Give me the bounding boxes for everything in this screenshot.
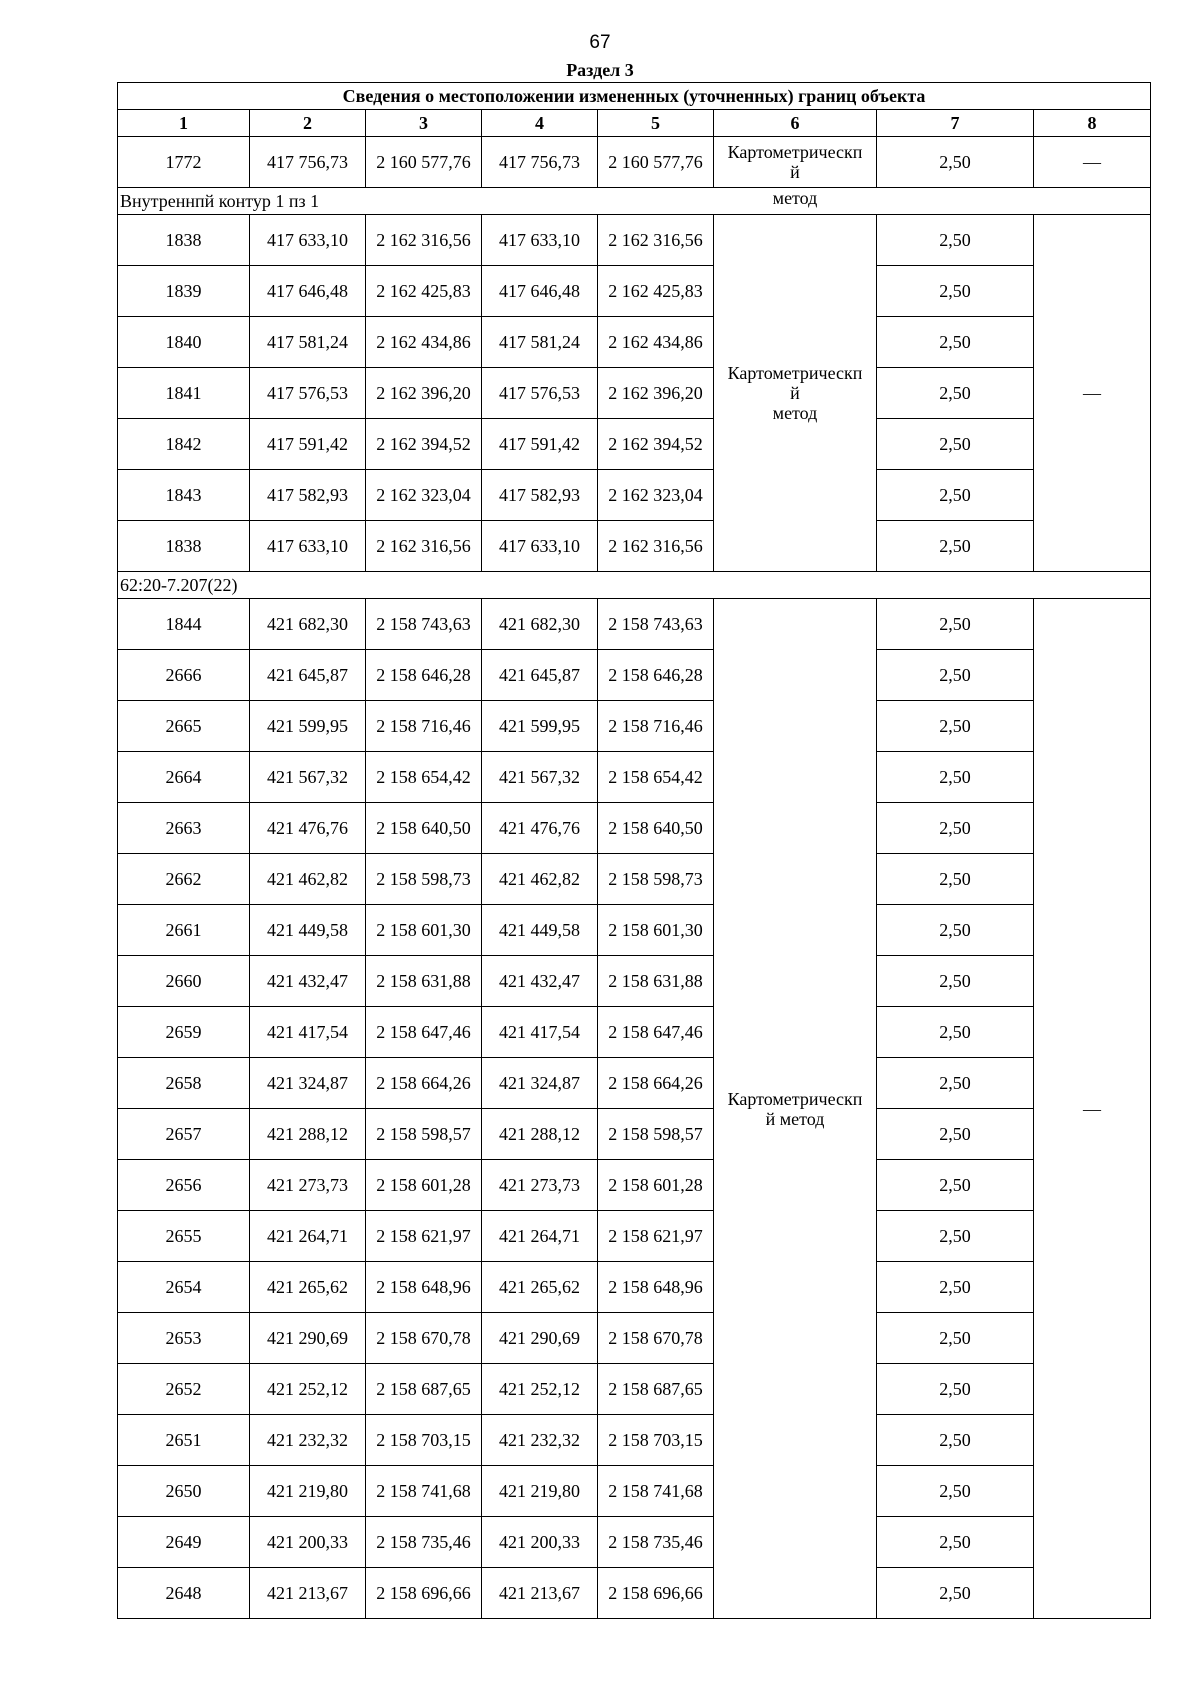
coordinate-x: 421 645,87 bbox=[482, 650, 598, 701]
coordinate-x: 421 462,82 bbox=[482, 854, 598, 905]
point-number: 1842 bbox=[118, 419, 250, 470]
coordinate-x: 421 682,30 bbox=[482, 599, 598, 650]
coordinate-y: 2 158 703,15 bbox=[366, 1415, 482, 1466]
coordinate-x: 421 265,62 bbox=[482, 1262, 598, 1313]
coordinate-x: 421 290,69 bbox=[250, 1313, 366, 1364]
coordinate-y: 2 162 425,83 bbox=[598, 266, 714, 317]
coordinate-x: 421 265,62 bbox=[250, 1262, 366, 1313]
coordinate-x: 421 264,71 bbox=[250, 1211, 366, 1262]
coordinate-x: 417 633,10 bbox=[250, 215, 366, 266]
coordinate-x: 421 324,87 bbox=[482, 1058, 598, 1109]
accuracy-value: 2,50 bbox=[877, 599, 1034, 650]
accuracy-value: 2,50 bbox=[877, 1568, 1034, 1619]
coordinate-y: 2 158 647,46 bbox=[598, 1007, 714, 1058]
method-text: Картометрическп bbox=[727, 363, 863, 383]
group-label: 62:20-7.207(22) bbox=[118, 572, 714, 599]
method-text: й метод bbox=[765, 1108, 825, 1129]
coordinate-x: 421 288,12 bbox=[250, 1109, 366, 1160]
accuracy-value: 2,50 bbox=[877, 1007, 1034, 1058]
method-text bbox=[714, 572, 877, 599]
table-row bbox=[118, 215, 1151, 266]
method-text: Картометрическп bbox=[727, 142, 863, 162]
coordinate-x: 417 633,10 bbox=[482, 521, 598, 572]
coordinate-x: 421 682,30 bbox=[250, 599, 366, 650]
coordinate-y: 2 158 670,78 bbox=[598, 1313, 714, 1364]
accuracy-value: 2,50 bbox=[877, 521, 1034, 572]
group-header-row bbox=[118, 572, 1151, 599]
coordinate-x: 421 290,69 bbox=[482, 1313, 598, 1364]
accuracy-value: 2,50 bbox=[877, 1364, 1034, 1415]
coordinate-y: 2 158 716,46 bbox=[366, 701, 482, 752]
group-label-filler bbox=[877, 188, 1151, 215]
coordinate-y: 2 162 323,04 bbox=[598, 470, 714, 521]
table-row bbox=[118, 854, 1151, 905]
coordinate-x: 421 476,76 bbox=[482, 803, 598, 854]
coordinate-x: 417 591,42 bbox=[250, 419, 366, 470]
coordinate-y: 2 162 316,56 bbox=[598, 215, 714, 266]
coordinate-x: 421 232,32 bbox=[482, 1415, 598, 1466]
table-row bbox=[118, 1262, 1151, 1313]
table-row bbox=[118, 1517, 1151, 1568]
table-row bbox=[118, 419, 1151, 470]
table-row bbox=[118, 803, 1151, 854]
column-header-row bbox=[118, 110, 1151, 137]
coordinate-x: 417 591,42 bbox=[482, 419, 598, 470]
table-row bbox=[118, 266, 1151, 317]
table-row bbox=[118, 1568, 1151, 1619]
accuracy-value: 2,50 bbox=[877, 317, 1034, 368]
point-number: 2654 bbox=[118, 1262, 250, 1313]
dash-cell: — bbox=[1034, 599, 1151, 1619]
accuracy-value: 2,50 bbox=[877, 419, 1034, 470]
coordinate-y: 2 158 598,73 bbox=[598, 854, 714, 905]
point-number: 2659 bbox=[118, 1007, 250, 1058]
coordinate-y: 2 158 654,42 bbox=[366, 752, 482, 803]
accuracy-value: 2,50 bbox=[877, 137, 1034, 188]
coordinate-y: 2 158 648,96 bbox=[366, 1262, 482, 1313]
coordinate-x: 421 599,95 bbox=[250, 701, 366, 752]
method-text: й bbox=[790, 383, 800, 403]
table-row bbox=[118, 521, 1151, 572]
coordinate-x: 421 417,54 bbox=[250, 1007, 366, 1058]
point-number: 2663 bbox=[118, 803, 250, 854]
accuracy-value: 2,50 bbox=[877, 1109, 1034, 1160]
coordinate-y: 2 158 716,46 bbox=[598, 701, 714, 752]
method-cell bbox=[714, 137, 877, 188]
coordinate-x: 421 273,73 bbox=[482, 1160, 598, 1211]
coordinate-x: 417 646,48 bbox=[250, 266, 366, 317]
coordinate-y: 2 158 670,78 bbox=[366, 1313, 482, 1364]
point-number: 2662 bbox=[118, 854, 250, 905]
coordinate-y: 2 162 316,56 bbox=[366, 215, 482, 266]
accuracy-value: 2,50 bbox=[877, 650, 1034, 701]
point-number: 2652 bbox=[118, 1364, 250, 1415]
coordinate-y: 2 162 316,56 bbox=[366, 521, 482, 572]
accuracy-value: 2,50 bbox=[877, 1415, 1034, 1466]
column-header: 8 bbox=[1034, 110, 1151, 137]
table-row bbox=[118, 317, 1151, 368]
coordinate-y: 2 158 687,65 bbox=[366, 1364, 482, 1415]
accuracy-value: 2,50 bbox=[877, 701, 1034, 752]
point-number: 2657 bbox=[118, 1109, 250, 1160]
accuracy-value: 2,50 bbox=[877, 215, 1034, 266]
coordinate-x: 417 633,10 bbox=[482, 215, 598, 266]
coordinate-y: 2 158 654,42 bbox=[598, 752, 714, 803]
accuracy-value: 2,50 bbox=[877, 956, 1034, 1007]
accuracy-value: 2,50 bbox=[877, 905, 1034, 956]
dash-cell: — bbox=[1034, 137, 1151, 188]
coordinate-x: 421 567,32 bbox=[482, 752, 598, 803]
coordinate-y: 2 158 703,15 bbox=[598, 1415, 714, 1466]
table-row bbox=[118, 1109, 1151, 1160]
coordinate-y: 2 158 631,88 bbox=[598, 956, 714, 1007]
coordinate-x: 417 756,73 bbox=[482, 137, 598, 188]
table-row bbox=[118, 905, 1151, 956]
method-text: Картометрическп bbox=[727, 1088, 863, 1109]
coordinate-x: 417 581,24 bbox=[482, 317, 598, 368]
table-row bbox=[118, 1211, 1151, 1262]
coordinate-x: 417 756,73 bbox=[250, 137, 366, 188]
point-number: 1772 bbox=[118, 137, 250, 188]
accuracy-value: 2,50 bbox=[877, 1466, 1034, 1517]
table-row bbox=[118, 701, 1151, 752]
coordinate-y: 2 160 577,76 bbox=[366, 137, 482, 188]
coordinate-x: 421 567,32 bbox=[250, 752, 366, 803]
page-number: 67 bbox=[589, 32, 611, 53]
point-number: 1843 bbox=[118, 470, 250, 521]
coordinate-y: 2 162 323,04 bbox=[366, 470, 482, 521]
coordinate-x: 421 432,47 bbox=[250, 956, 366, 1007]
coordinate-y: 2 158 696,66 bbox=[366, 1568, 482, 1619]
coordinate-x: 421 324,87 bbox=[250, 1058, 366, 1109]
table-title: Сведения о местоположении измененных (уточненных) границ объекта bbox=[118, 83, 1151, 110]
coordinate-y: 2 158 743,63 bbox=[598, 599, 714, 650]
point-number: 2664 bbox=[118, 752, 250, 803]
method-text: й bbox=[790, 162, 800, 182]
table-row bbox=[118, 1415, 1151, 1466]
coordinate-x: 421 288,12 bbox=[482, 1109, 598, 1160]
coordinate-y: 2 158 601,30 bbox=[598, 905, 714, 956]
table-row bbox=[118, 1160, 1151, 1211]
coordinate-y: 2 158 647,46 bbox=[366, 1007, 482, 1058]
table-row bbox=[118, 650, 1151, 701]
point-number: 2651 bbox=[118, 1415, 250, 1466]
coordinate-x: 421 200,33 bbox=[250, 1517, 366, 1568]
coordinate-x: 421 476,76 bbox=[250, 803, 366, 854]
table-row bbox=[118, 1007, 1151, 1058]
coordinate-y: 2 158 640,50 bbox=[366, 803, 482, 854]
method-cell bbox=[714, 599, 877, 1619]
point-number: 2649 bbox=[118, 1517, 250, 1568]
coordinate-x: 417 633,10 bbox=[250, 521, 366, 572]
coordinate-x: 421 252,12 bbox=[482, 1364, 598, 1415]
accuracy-value: 2,50 bbox=[877, 1262, 1034, 1313]
coordinate-y: 2 158 601,28 bbox=[598, 1160, 714, 1211]
group-label-filler bbox=[877, 572, 1151, 599]
coordinate-x: 421 449,58 bbox=[250, 905, 366, 956]
column-header: 3 bbox=[366, 110, 482, 137]
coordinate-y: 2 158 741,68 bbox=[598, 1466, 714, 1517]
coordinate-y: 2 158 664,26 bbox=[598, 1058, 714, 1109]
accuracy-value: 2,50 bbox=[877, 752, 1034, 803]
coordinate-y: 2 158 631,88 bbox=[366, 956, 482, 1007]
point-number: 1841 bbox=[118, 368, 250, 419]
table-row bbox=[118, 1313, 1151, 1364]
accuracy-value: 2,50 bbox=[877, 803, 1034, 854]
coordinate-y: 2 162 396,20 bbox=[598, 368, 714, 419]
coordinate-y: 2 158 601,30 bbox=[366, 905, 482, 956]
table-row bbox=[118, 599, 1151, 650]
coordinate-x: 421 219,80 bbox=[482, 1466, 598, 1517]
coordinate-x: 421 462,82 bbox=[250, 854, 366, 905]
accuracy-value: 2,50 bbox=[877, 1211, 1034, 1262]
coordinate-y: 2 158 598,73 bbox=[366, 854, 482, 905]
coordinate-x: 421 219,80 bbox=[250, 1466, 366, 1517]
point-number: 2648 bbox=[118, 1568, 250, 1619]
column-header: 4 bbox=[482, 110, 598, 137]
point-number: 2666 bbox=[118, 650, 250, 701]
coordinate-y: 2 162 394,52 bbox=[598, 419, 714, 470]
coordinate-y: 2 158 646,28 bbox=[598, 650, 714, 701]
coordinate-y: 2 158 598,57 bbox=[366, 1109, 482, 1160]
coordinate-y: 2 162 394,52 bbox=[366, 419, 482, 470]
accuracy-value: 2,50 bbox=[877, 1313, 1034, 1364]
column-header: 2 bbox=[250, 110, 366, 137]
coordinate-y: 2 158 735,46 bbox=[598, 1517, 714, 1568]
point-number: 1838 bbox=[118, 521, 250, 572]
coordinate-x: 421 273,73 bbox=[250, 1160, 366, 1211]
coordinate-x: 421 264,71 bbox=[482, 1211, 598, 1262]
coordinate-y: 2 158 687,65 bbox=[598, 1364, 714, 1415]
method-cell bbox=[714, 215, 877, 572]
coordinate-x: 421 599,95 bbox=[482, 701, 598, 752]
column-header: 5 bbox=[598, 110, 714, 137]
coordinate-y: 2 158 621,97 bbox=[366, 1211, 482, 1262]
coordinate-y: 2 158 664,26 bbox=[366, 1058, 482, 1109]
coordinate-y: 2 158 735,46 bbox=[366, 1517, 482, 1568]
dash-cell: — bbox=[1034, 215, 1151, 572]
coordinate-y: 2 158 640,50 bbox=[598, 803, 714, 854]
column-header: 6 bbox=[714, 110, 877, 137]
method-text: метод bbox=[714, 188, 877, 215]
coordinate-y: 2 162 434,86 bbox=[598, 317, 714, 368]
table-row bbox=[118, 137, 1151, 188]
point-number: 1839 bbox=[118, 266, 250, 317]
point-number: 1844 bbox=[118, 599, 250, 650]
accuracy-value: 2,50 bbox=[877, 1517, 1034, 1568]
coordinate-y: 2 162 316,56 bbox=[598, 521, 714, 572]
coordinate-x: 417 576,53 bbox=[482, 368, 598, 419]
point-number: 2653 bbox=[118, 1313, 250, 1364]
point-number: 2650 bbox=[118, 1466, 250, 1517]
point-number: 2658 bbox=[118, 1058, 250, 1109]
table-row bbox=[118, 752, 1151, 803]
coordinate-y: 2 162 434,86 bbox=[366, 317, 482, 368]
coordinate-x: 417 576,53 bbox=[250, 368, 366, 419]
coordinate-x: 421 213,67 bbox=[482, 1568, 598, 1619]
coordinate-x: 421 232,32 bbox=[250, 1415, 366, 1466]
coordinate-y: 2 162 425,83 bbox=[366, 266, 482, 317]
coordinate-y: 2 158 646,28 bbox=[366, 650, 482, 701]
point-number: 2665 bbox=[118, 701, 250, 752]
accuracy-value: 2,50 bbox=[877, 1058, 1034, 1109]
table-title-row bbox=[118, 83, 1151, 110]
table-row bbox=[118, 470, 1151, 521]
coordinate-y: 2 162 396,20 bbox=[366, 368, 482, 419]
table-row bbox=[118, 368, 1151, 419]
point-number: 2660 bbox=[118, 956, 250, 1007]
coordinate-x: 421 432,47 bbox=[482, 956, 598, 1007]
coordinate-x: 421 645,87 bbox=[250, 650, 366, 701]
coordinate-y: 2 158 696,66 bbox=[598, 1568, 714, 1619]
coordinate-y: 2 158 601,28 bbox=[366, 1160, 482, 1211]
table-row bbox=[118, 956, 1151, 1007]
coordinate-x: 417 646,48 bbox=[482, 266, 598, 317]
point-number: 2661 bbox=[118, 905, 250, 956]
coordinate-y: 2 158 621,97 bbox=[598, 1211, 714, 1262]
table-row bbox=[118, 1466, 1151, 1517]
point-number: 1838 bbox=[118, 215, 250, 266]
coordinate-x: 421 200,33 bbox=[482, 1517, 598, 1568]
point-number: 1840 bbox=[118, 317, 250, 368]
coordinate-y: 2 158 598,57 bbox=[598, 1109, 714, 1160]
point-number: 2655 bbox=[118, 1211, 250, 1262]
method-text: метод bbox=[772, 403, 818, 423]
coordinate-y: 2 158 648,96 bbox=[598, 1262, 714, 1313]
coordinate-y: 2 158 743,63 bbox=[366, 599, 482, 650]
group-label: Внутреннпй контур 1 пз 1 bbox=[118, 188, 714, 215]
accuracy-value: 2,50 bbox=[877, 266, 1034, 317]
point-number: 2656 bbox=[118, 1160, 250, 1211]
group-header-row bbox=[118, 188, 1151, 215]
coordinate-x: 417 582,93 bbox=[250, 470, 366, 521]
accuracy-value: 2,50 bbox=[877, 470, 1034, 521]
coordinate-y: 2 158 741,68 bbox=[366, 1466, 482, 1517]
coordinate-y: 2 160 577,76 bbox=[598, 137, 714, 188]
table-row bbox=[118, 1058, 1151, 1109]
column-header: 7 bbox=[877, 110, 1034, 137]
accuracy-value: 2,50 bbox=[877, 854, 1034, 905]
table-row bbox=[118, 1364, 1151, 1415]
column-header: 1 bbox=[118, 110, 250, 137]
section-title: Раздел 3 bbox=[566, 60, 634, 80]
coordinate-x: 421 449,58 bbox=[482, 905, 598, 956]
boundary-table bbox=[117, 82, 1151, 1619]
coordinate-x: 417 581,24 bbox=[250, 317, 366, 368]
coordinate-x: 421 417,54 bbox=[482, 1007, 598, 1058]
coordinate-x: 421 213,67 bbox=[250, 1568, 366, 1619]
coordinate-x: 417 582,93 bbox=[482, 470, 598, 521]
accuracy-value: 2,50 bbox=[877, 368, 1034, 419]
accuracy-value: 2,50 bbox=[877, 1160, 1034, 1211]
coordinate-x: 421 252,12 bbox=[250, 1364, 366, 1415]
